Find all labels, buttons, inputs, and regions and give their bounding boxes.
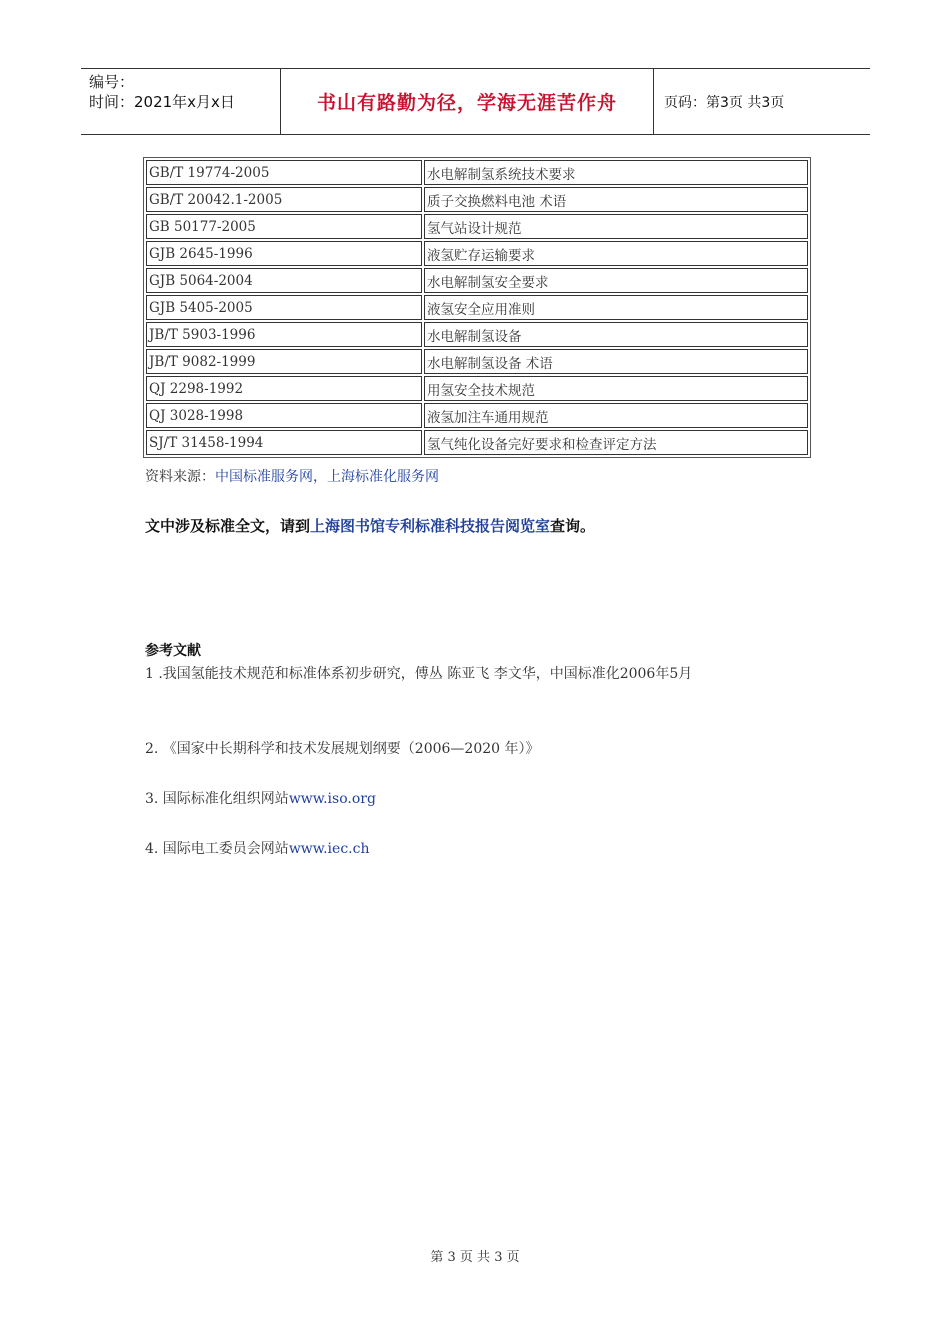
table-row xyxy=(146,403,808,428)
page-footer: 第 3 页 共 3 页 xyxy=(430,1250,520,1265)
table-row xyxy=(146,322,808,347)
standard-code-cell: QJ 2298-1992 xyxy=(146,376,422,401)
table-row xyxy=(146,430,808,455)
reference-3 xyxy=(145,787,805,812)
standard-code-cell: JB/T 9082-1999 xyxy=(146,349,422,374)
standards-table-body xyxy=(146,160,808,455)
standard-title-cell: 水电解制氢设备 术语 xyxy=(424,349,808,374)
notice-line xyxy=(145,515,595,536)
reference-4 xyxy=(145,837,805,862)
doc-number-label: 编号： xyxy=(89,73,135,91)
notice-prefix: 文中涉及标准全文，请到 xyxy=(145,517,311,535)
table-row xyxy=(146,241,808,266)
header-page-info: 页码：第3页 共3页 xyxy=(664,94,785,111)
standard-code-cell: GJB 2645-1996 xyxy=(146,241,422,266)
reference-3-link[interactable]: www.iso.org xyxy=(288,791,376,807)
standard-code-cell: QJ 3028-1998 xyxy=(146,403,422,428)
reference-4-text: 4. 国际电工委员会网站 xyxy=(145,841,289,857)
source-link-cssn[interactable]: 中国标准服务网 xyxy=(215,469,313,485)
standard-code-cell: GB 50177-2005 xyxy=(146,214,422,239)
reference-4-link[interactable]: www.iec.ch xyxy=(288,841,370,857)
standard-title-cell: 水电解制氢安全要求 xyxy=(424,268,808,293)
references-title: 参考文献 xyxy=(145,643,201,659)
source-link-shanghai[interactable]: 上海标准化服务网 xyxy=(327,469,439,485)
reference-3-text: 3. 国际标准化组织网站 xyxy=(145,791,289,807)
standard-code-cell: GB/T 19774-2005 xyxy=(146,160,422,185)
table-row xyxy=(146,349,808,374)
header-motto: 书山有路勤为径，学海无涯苦作舟 xyxy=(281,69,654,134)
standard-title-cell: 质子交换燃料电池 术语 xyxy=(424,187,808,212)
standard-code-cell: GJB 5064-2004 xyxy=(146,268,422,293)
standard-title-cell: 氢气站设计规范 xyxy=(424,214,808,239)
table-row xyxy=(146,214,808,239)
table-row xyxy=(146,376,808,401)
standard-code-cell: JB/T 5903-1996 xyxy=(146,322,422,347)
standard-title-cell: 液氢加注车通用规范 xyxy=(424,403,808,428)
standard-title-cell: 水电解制氢系统技术要求 xyxy=(424,160,808,185)
doc-date-label: 时间：2021年x月x日 xyxy=(89,93,235,111)
table-row xyxy=(146,187,808,212)
standard-title-cell: 液氢安全应用准则 xyxy=(424,295,808,320)
table-row xyxy=(146,268,808,293)
standard-title-cell: 水电解制氢设备 xyxy=(424,322,808,347)
source-separator: ， xyxy=(313,469,327,485)
reference-2: 2. 《国家中长期科学和技术发展规划纲要（2006—2020 年）》 xyxy=(145,741,540,757)
source-line xyxy=(145,466,439,486)
table-row xyxy=(146,295,808,320)
standard-title-cell: 液氢贮存运输要求 xyxy=(424,241,808,266)
standard-code-cell: GB/T 20042.1-2005 xyxy=(146,187,422,212)
notice-suffix: 查询。 xyxy=(550,517,596,535)
standard-code-cell: GJB 5405-2005 xyxy=(146,295,422,320)
table-row xyxy=(146,160,808,185)
header-meta xyxy=(81,69,281,134)
source-label: 资料来源： xyxy=(145,469,215,485)
page-header xyxy=(81,68,870,135)
reference-1: 1 .我国氢能技术规范和标准体系初步研究，傅丛 陈亚飞 李文华，中国标准化2006年5月 xyxy=(145,666,693,682)
notice-library-link[interactable]: 上海图书馆专利标准科技报告阅览室 xyxy=(310,517,551,535)
standard-code-cell: SJ/T 31458-1994 xyxy=(146,430,422,455)
standard-title-cell: 用氢安全技术规范 xyxy=(424,376,808,401)
standard-title-cell: 氢气纯化设备完好要求和检查评定方法 xyxy=(424,430,808,455)
standards-table xyxy=(143,157,811,458)
